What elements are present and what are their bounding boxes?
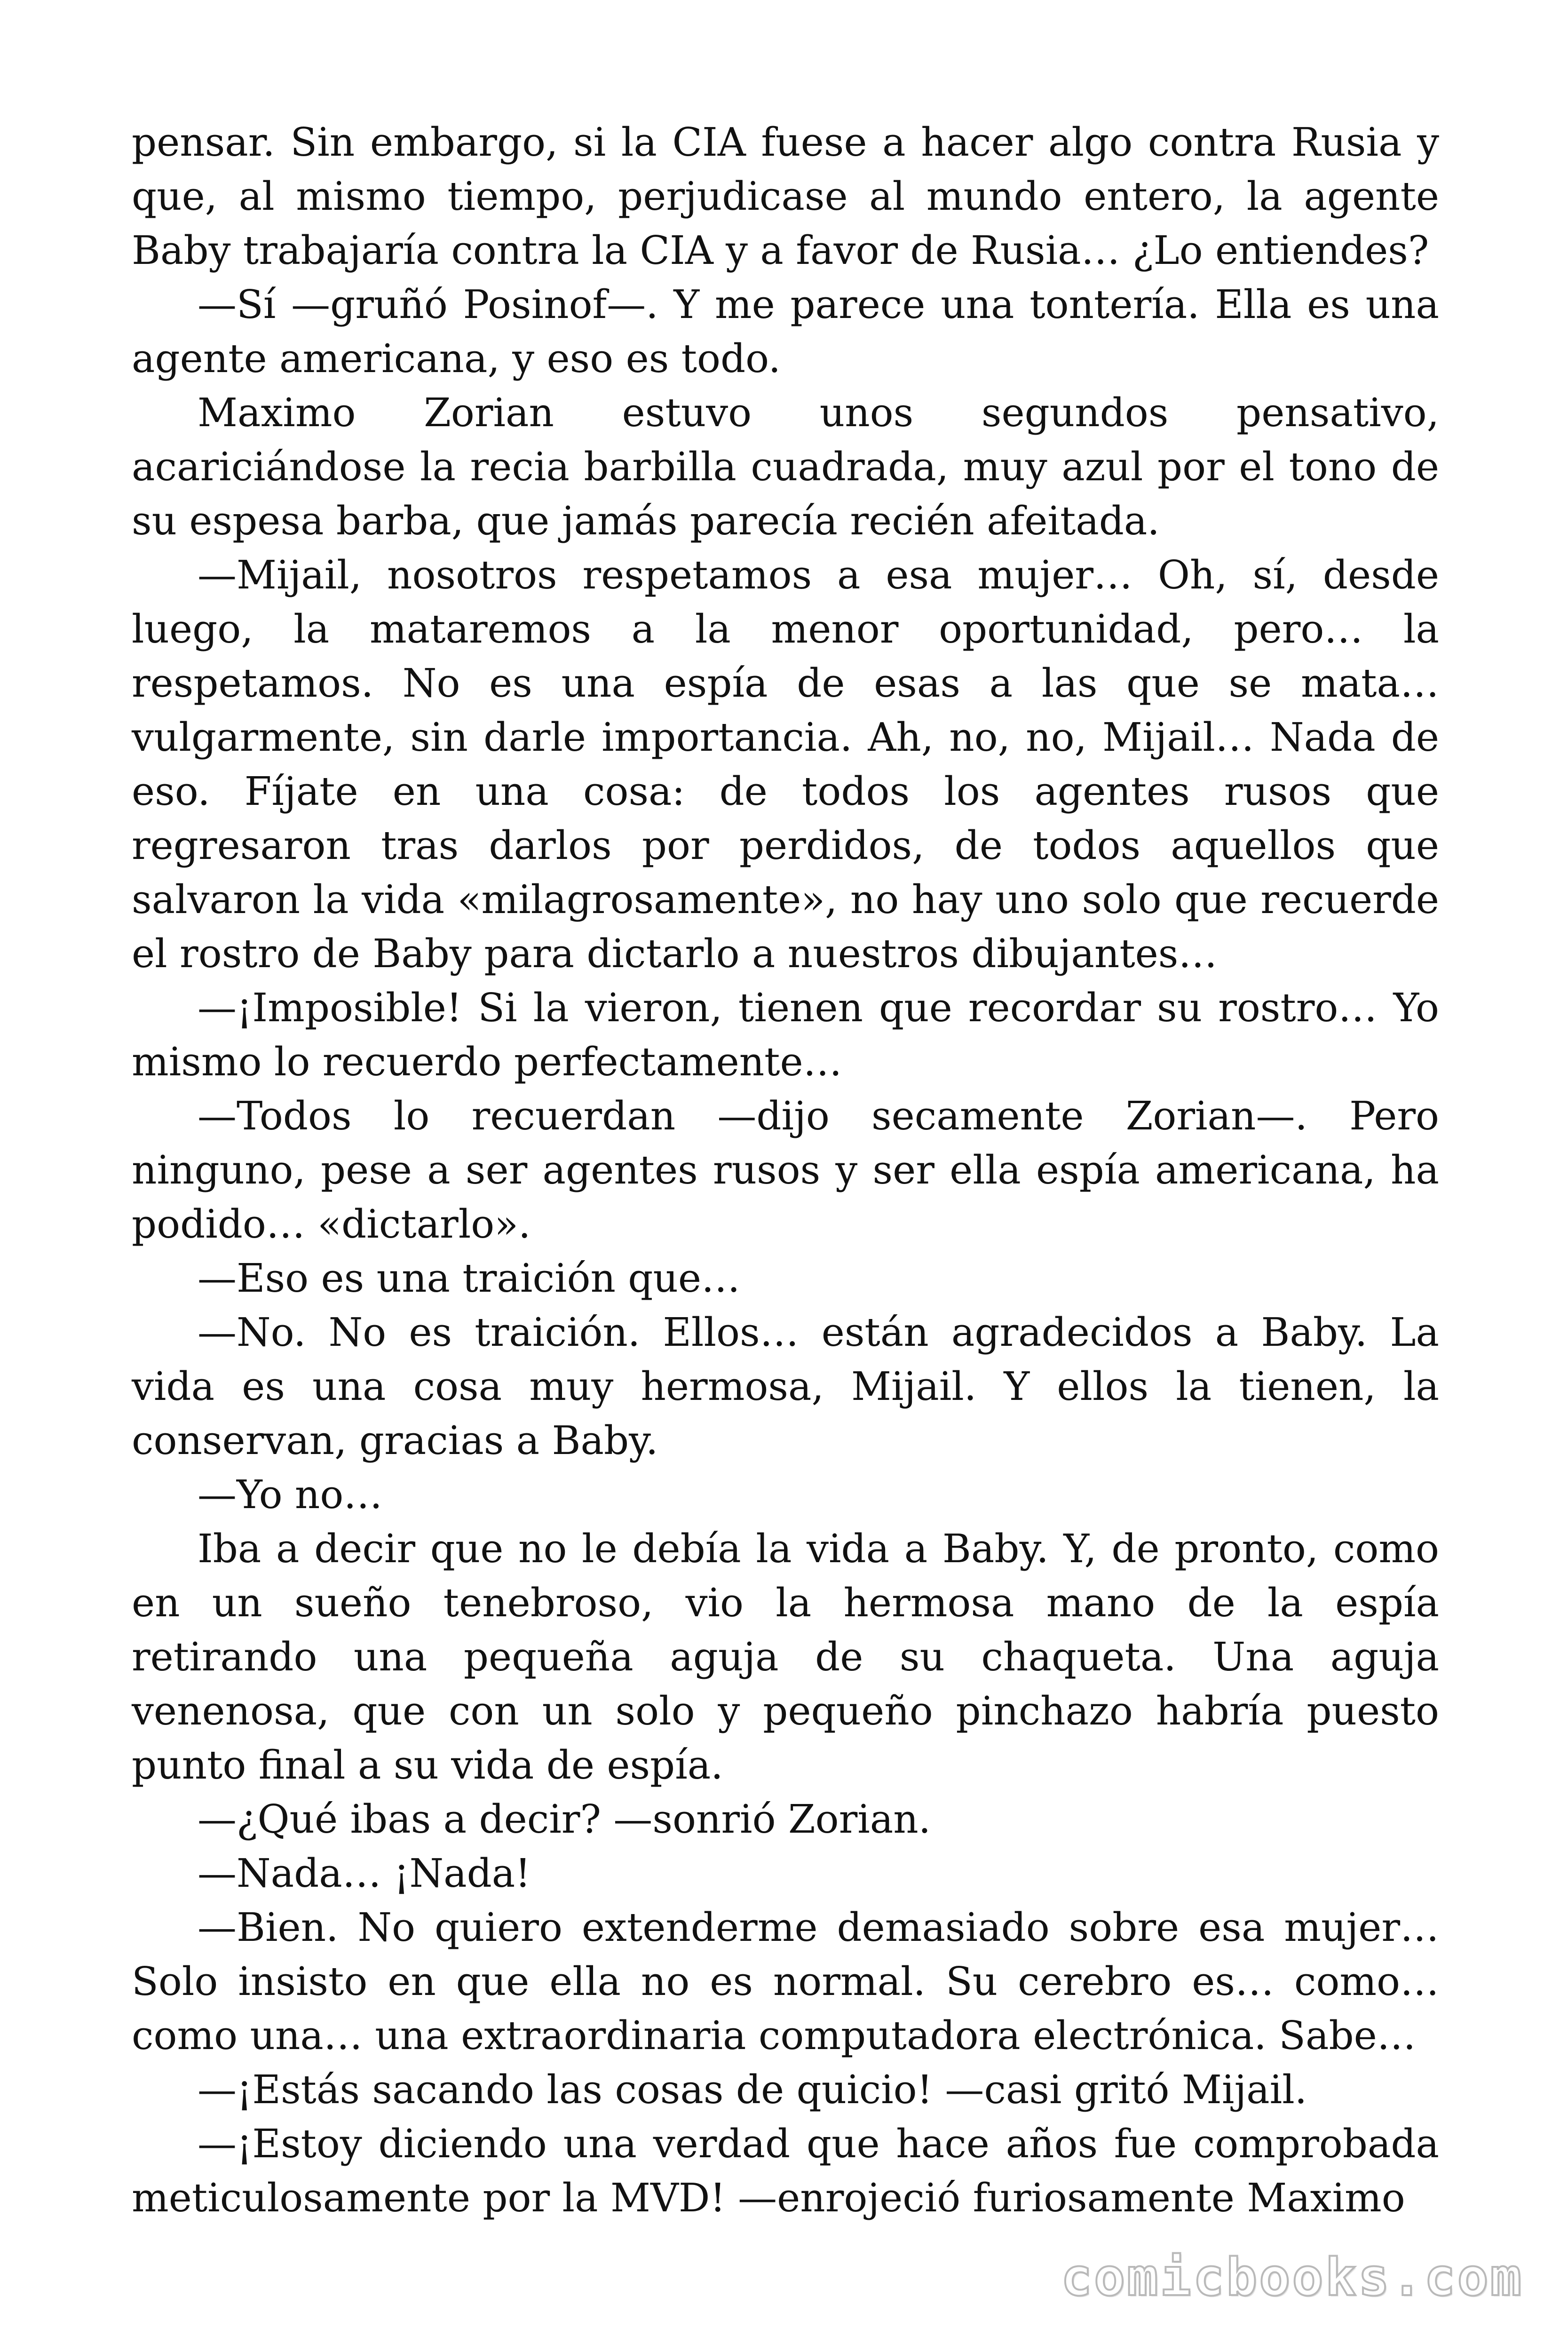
paragraph: —¡Estás sacando las cosas de quicio! —casi gritó Mijail. xyxy=(198,2067,1307,2113)
paragraph: —Mijail, nosotros respetamos a esa mujer… Oh, sí, desde luego, la mataremos a la menor oportunidad, pero… la respetamos. No es una espía de esas a las que se mata… vulgarmente, sin darle importancia. Ah, no, no, Mijail… Nada de eso. Fíjate en una cosa: de todos los agentes rusos que regresaron tras darlos por perdidos, de todos aquellos que salvaron la vida «milagrosamente», no hay uno solo que recuerde el rostro de Baby para dictarlo a nuestros dibujantes… xyxy=(132,552,1439,977)
paragraph: —¡Imposible! Si la vieron, tienen que recordar su rostro… Yo mismo lo recuerdo perfectamente… xyxy=(132,985,1439,1085)
paragraph: —¡Estoy diciendo una verdad que hace años fue comprobada meticulosamente por la MVD! —enrojeció furiosamente Maximo xyxy=(132,2121,1439,2221)
paragraph: —Yo no… xyxy=(198,1472,383,1518)
watermark: comicbooks.com xyxy=(1061,2247,1523,2307)
paragraph: —Eso es una traición que… xyxy=(198,1255,741,1301)
paragraph: —Bien. No quiero extenderme demasiado sobre esa mujer… Solo insisto en que ella no es normal. Su cerebro es… como… como una… una extraordinaria computadora electrónica. Sabe… xyxy=(132,1905,1439,2058)
paragraph: Maximo Zorian estuvo unos segundos pensativo, acariciándose la recia barbilla cuadrada, muy azul por el tono de su espesa barba, que jamás parecía recién afeitada. xyxy=(132,390,1439,544)
paragraph: pensar. Sin embargo, si la CIA fuese a hacer algo contra Rusia y que, al mismo tiempo, perjudicase al mundo entero, la agente Baby trabajaría contra la CIA y a favor de Rusia… ¿Lo entiendes? xyxy=(132,119,1439,273)
paragraph: —Nada… ¡Nada! xyxy=(198,1851,531,1896)
page-body xyxy=(132,115,1439,2225)
paragraph: —No. No es traición. Ellos… están agradecidos a Baby. La vida es una cosa muy hermosa, Mijail. Y ellos la tienen, la conservan, gracias a Baby. xyxy=(132,1310,1439,1463)
paragraph: —Sí —gruñó Posinof—. Y me parece una tontería. Ella es una agente americana, y eso es todo. xyxy=(132,282,1439,381)
paragraph: —¿Qué ibas a decir? —sonrió Zorian. xyxy=(198,1796,931,1842)
paragraph: Iba a decir que no le debía la vida a Baby. Y, de pronto, como en un sueño tenebroso, vio la hermosa mano de la espía retirando una pequeña aguja de su chaqueta. Una aguja venenosa, que con un solo y pequeño pinchazo habría puesto punto final a su vida de espía. xyxy=(132,1526,1439,1788)
paragraph: —Todos lo recuerdan —dijo secamente Zorian—. Pero ninguno, pese a ser agentes rusos y ser ella espía americana, ha podido… «dictarlo». xyxy=(132,1093,1439,1247)
